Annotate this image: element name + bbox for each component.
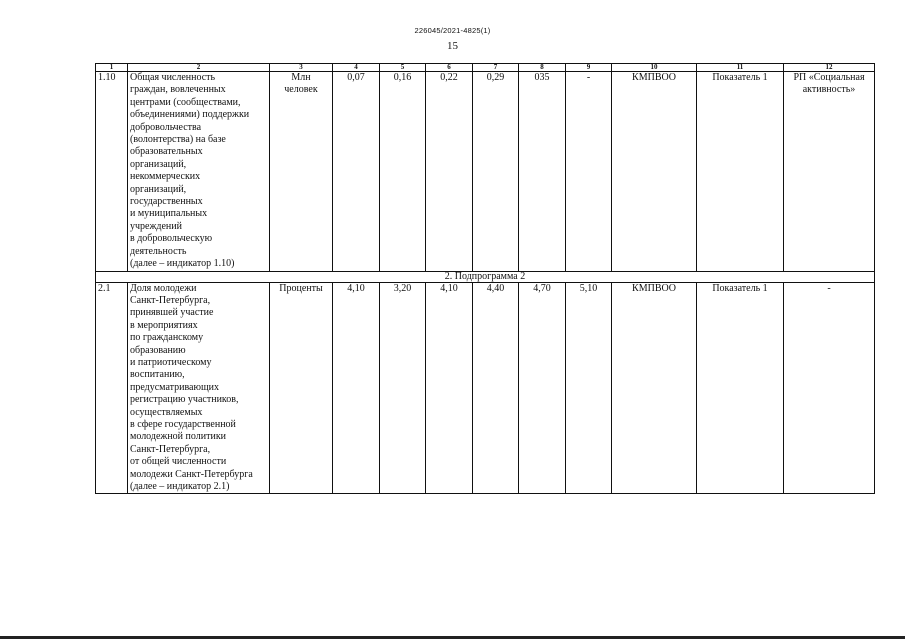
column-header: 10: [612, 64, 697, 72]
value-col9: 5,10: [566, 282, 612, 494]
responsible-executor: КМПВОО: [612, 72, 697, 272]
related-indicator: Показатель 1: [697, 282, 784, 494]
page-number: 15: [447, 40, 458, 52]
indicator-unit: Проценты: [270, 282, 333, 494]
indicator-number: 2.1: [96, 282, 128, 494]
indicator-unit: Млн человек: [270, 72, 333, 272]
value-col5: 3,20: [380, 282, 426, 494]
value-col6: 4,10: [426, 282, 473, 494]
value-col5: 0,16: [380, 72, 426, 272]
value-col6: 0,22: [426, 72, 473, 272]
column-header: 2: [128, 64, 270, 72]
column-header: 8: [519, 64, 566, 72]
section-row: [96, 271, 875, 282]
regional-project: РП «Социальная активность»: [784, 72, 875, 272]
document-registration-number: 226045/2021-4825(1): [414, 26, 491, 35]
indicator-name: Доля молодежи Санкт-Петербурга, принявшей участие в мероприятиях по гражданскому образованию и патриотическому воспитанию, предусматривающих регистрацию участников, осуществляемых в сфере государственной молодежной политики Санкт-Петербурга, от общей численности молодежи Санкт-Петербурга (далее – индикатор 2.1): [128, 282, 270, 494]
scan-edge-rule: [0, 636, 905, 639]
value-col9: -: [566, 72, 612, 272]
table-row: [96, 72, 875, 272]
value-col4: 4,10: [333, 282, 380, 494]
value-col7: 4,40: [473, 282, 519, 494]
column-header: 1: [96, 64, 128, 72]
table-row: [96, 282, 875, 494]
indicator-name: Общая численность граждан, вовлеченных центрами (сообществами, объединениями) поддержки добровольчества (волонтерства) на базе образовательных организаций, некоммерческих организаций, государственных и муниципальных учреждений в добровольческую деятельность (далее – индикатор 1.10): [128, 72, 270, 272]
column-header: 9: [566, 64, 612, 72]
column-header: 7: [473, 64, 519, 72]
column-number-row: [96, 64, 875, 72]
value-col8: 035: [519, 72, 566, 272]
column-header: 4: [333, 64, 380, 72]
regional-project: -: [784, 282, 875, 494]
value-col7: 0,29: [473, 72, 519, 272]
indicator-number: 1.10: [96, 72, 128, 272]
column-header: 6: [426, 64, 473, 72]
value-col4: 0,07: [333, 72, 380, 272]
column-header: 3: [270, 64, 333, 72]
value-col8: 4,70: [519, 282, 566, 494]
column-header: 11: [697, 64, 784, 72]
indicators-table: [95, 63, 875, 494]
related-indicator: Показатель 1: [697, 72, 784, 272]
section-title: 2. Подпрограмма 2: [96, 271, 875, 282]
column-header: 5: [380, 64, 426, 72]
column-header: 12: [784, 64, 875, 72]
responsible-executor: КМПВОО: [612, 282, 697, 494]
